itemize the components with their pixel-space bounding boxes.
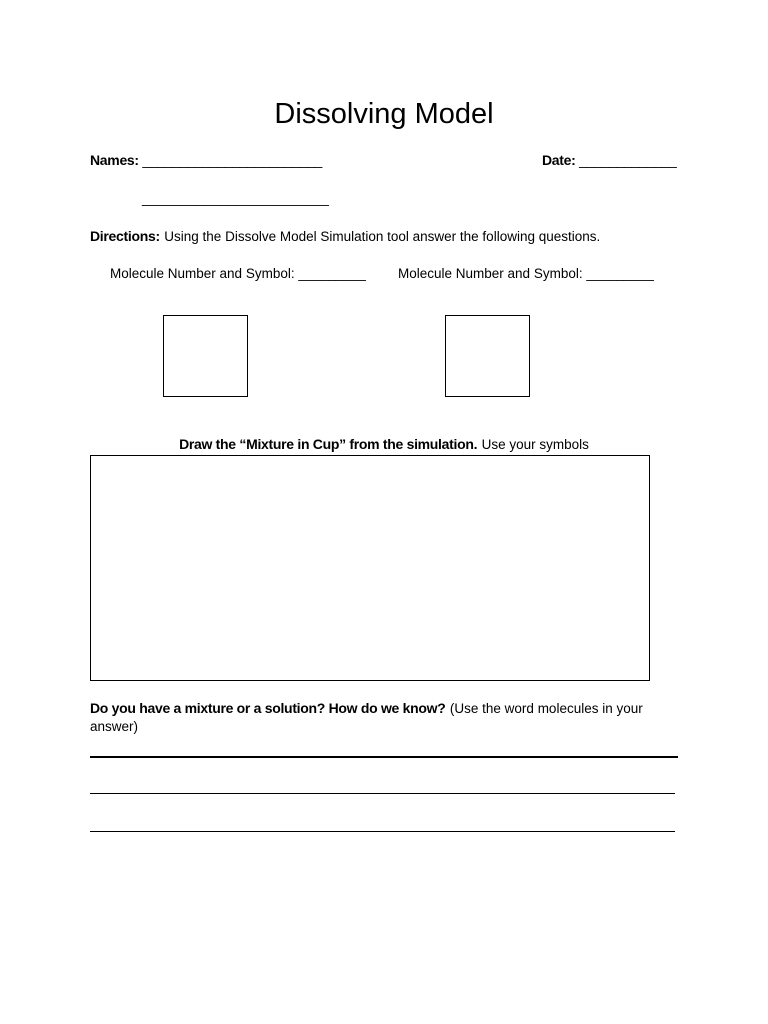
answer-line-3[interactable] — [90, 831, 675, 832]
molecule-1-symbol-box[interactable] — [163, 315, 248, 397]
answer-line-1[interactable] — [90, 756, 678, 758]
draw-instruction-normal: Use your symbols — [481, 437, 589, 452]
directions-label: Directions: — [90, 228, 160, 244]
molecule-2-label: Molecule Number and Symbol: — [398, 266, 583, 281]
molecule-1-field — [110, 266, 366, 281]
molecule-1-blank[interactable]: _________ — [298, 266, 366, 281]
molecule-1-label: Molecule Number and Symbol: — [110, 266, 295, 281]
directions-text: Using the Dissolve Model Simulation tool answer the following questions. — [164, 229, 601, 244]
draw-instruction — [0, 436, 768, 454]
directions — [90, 228, 600, 246]
page-title: Dissolving Model — [274, 98, 494, 130]
molecule-2-symbol-box[interactable] — [445, 315, 530, 397]
names-blank-1[interactable]: ________________________ — [142, 152, 323, 168]
names-blank-2[interactable]: ________________________ — [142, 190, 329, 206]
question-normal: (Use the word molecules in your — [449, 701, 643, 716]
date-blank[interactable]: _____________ — [579, 152, 677, 168]
answer-line-2[interactable] — [90, 793, 675, 794]
molecule-2-blank[interactable]: _________ — [586, 266, 654, 281]
date-row — [542, 152, 676, 168]
date-label: Date: — [542, 152, 576, 168]
question — [90, 700, 643, 718]
molecule-2-field — [398, 266, 654, 281]
question-bold: Do you have a mixture or a solution? How do we know? — [90, 700, 446, 716]
names-row — [90, 152, 322, 168]
names-label: Names: — [90, 152, 139, 168]
question-normal-continued: answer) — [90, 719, 139, 734]
mixture-drawing-box[interactable] — [90, 455, 650, 681]
draw-instruction-bold: Draw the “Mixture in Cup” from the simulation. — [179, 436, 478, 452]
